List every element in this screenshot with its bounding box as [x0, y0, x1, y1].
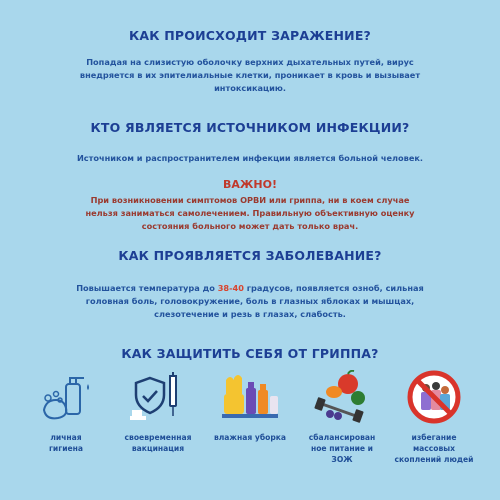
infection-text	[40, 56, 460, 95]
nutrition-label-2: ное питание и	[310, 444, 374, 453]
no-crowds-icon	[404, 370, 464, 424]
vaccination-label-1: своевременная	[124, 433, 192, 442]
vaccination-label	[112, 432, 204, 454]
source-text	[40, 152, 460, 165]
vaccination-label-2: вакцинация	[131, 444, 185, 453]
symptoms-line-3: слезотечение и резь в глазах, слабость.	[154, 309, 346, 319]
nutrition-label-1: сбалансирован	[308, 433, 376, 442]
protection-item-nutrition	[296, 370, 388, 480]
temperature-range: 38-40	[217, 283, 244, 293]
important-line-2: нельзя заниматься самолечением. Правильную объективную оценку	[85, 208, 415, 218]
hygiene-label-2: гигиена	[48, 444, 84, 453]
symptoms-line-1-end: градусов, появляется озноб, сильная	[243, 283, 424, 293]
important-line-1: При возникновении симптомов ОРВИ или гриппа, ни в коем случае	[90, 195, 410, 205]
protection-icons	[20, 370, 480, 480]
protection-item-vaccination	[112, 370, 204, 480]
protection-item-avoid-crowds	[388, 370, 480, 480]
infection-line-1: Попадая на слизистую оболочку верхних дыхательных путей, вирус	[86, 57, 414, 67]
cleaning-label-1: влажная уборка	[213, 433, 287, 442]
protection-item-cleaning	[204, 370, 296, 480]
symptoms-line-2: головная боль, головокружение, боль в глазных яблоках и мышцах,	[85, 296, 415, 306]
hygiene-label-1: личная	[50, 433, 82, 442]
symptoms-line-1-start: Повышается температура до	[76, 283, 218, 293]
avoid-crowds-label-1: избегание	[411, 433, 457, 442]
avoid-crowds-label-3: скоплений людей	[394, 455, 474, 464]
cleaning-label	[204, 432, 296, 443]
important-title: ВАЖНО!	[223, 178, 277, 191]
cleaning-supplies-icon	[220, 370, 280, 424]
vaccine-shield-icon	[128, 370, 188, 424]
healthy-food-dumbbell-icon	[312, 370, 372, 424]
infection-line-3: интоксикацию.	[214, 83, 286, 93]
source-title: КТО ЯВЛЯЕТСЯ ИСТОЧНИКОМ ИНФЕКЦИИ?	[90, 120, 410, 135]
hand-washing-icon	[36, 370, 96, 424]
symptoms-text	[40, 282, 460, 321]
avoid-crowds-label-2: массовых	[412, 444, 456, 453]
important-text	[40, 194, 460, 233]
important-line-3: состояния больного может дать только врач.	[141, 221, 359, 231]
infection-line-2: внедряется в их эпителиальные клетки, проникает в кровь и вызывает	[79, 70, 421, 80]
nutrition-label	[296, 432, 388, 465]
source-line-1: Источником и распространителем инфекции является больной человек.	[76, 153, 424, 163]
avoid-crowds-label	[388, 432, 480, 465]
nutrition-label-3: ЗОЖ	[331, 455, 353, 464]
infection-title: КАК ПРОИСХОДИТ ЗАРАЖЕНИЕ?	[128, 28, 372, 43]
protection-item-hygiene	[20, 370, 112, 480]
hygiene-label	[20, 432, 112, 454]
protection-title: КАК ЗАЩИТИТЬ СЕБЯ ОТ ГРИППА?	[121, 346, 379, 361]
symptoms-line-1	[40, 282, 460, 295]
symptoms-title: КАК ПРОЯВЛЯЕТСЯ ЗАБОЛЕВАНИЕ?	[118, 248, 382, 263]
